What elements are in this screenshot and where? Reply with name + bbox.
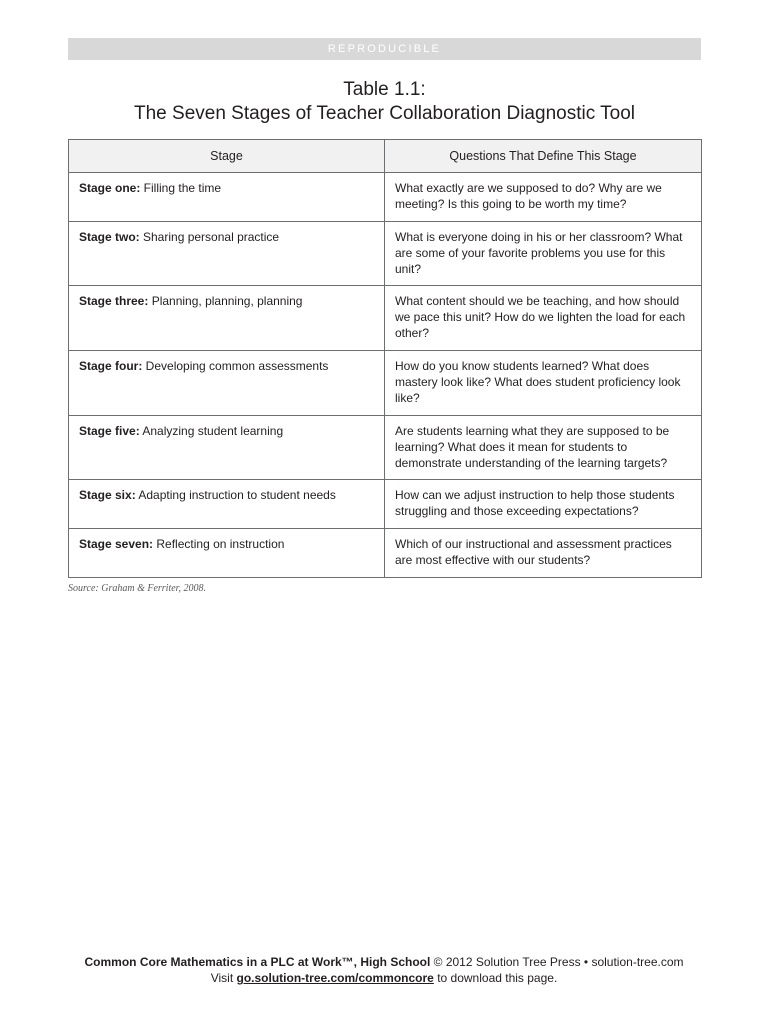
footer-line-1 [0,954,768,970]
stage-cell [69,173,385,222]
stage-label: Stage six: [79,488,136,502]
stage-cell [69,529,385,578]
source-citation: Source: Graham & Ferriter, 2008. [68,583,206,594]
stage-description: Adapting instruction to student needs [135,488,336,502]
stage-cell [69,351,385,416]
table-row [69,222,702,286]
stage-label: Stage three: [79,294,149,308]
questions-cell: How can we adjust instruction to help those students struggling and those exceeding expectations? [385,480,702,529]
page-title [68,78,701,126]
questions-cell: Which of our instructional and assessment practices are most effective with our students? [385,529,702,578]
stage-label: Stage four: [79,359,143,373]
visit-suffix: to download this page. [433,971,558,985]
diagnostic-table [68,139,702,578]
table-number: Table 1.1: [343,79,426,100]
book-title: Common Core Mathematics in a PLC at Work™, High School [84,955,431,969]
stage-cell [69,222,385,286]
stage-description: Planning, planning, planning [148,294,303,308]
questions-cell: How do you know students learned? What does mastery look like? What does student proficiency look like? [385,351,702,416]
stage-cell [69,416,385,480]
header-stage: Stage [69,140,385,173]
table-row [69,529,702,578]
page-footer [0,954,768,986]
stage-cell [69,480,385,529]
stage-description: Analyzing student learning [139,424,284,438]
questions-cell: What content should we be teaching, and how should we pace this unit? How do we lighten the load for each other? [385,286,702,351]
table-row [69,351,702,416]
stage-description: Developing common assessments [142,359,329,373]
download-link[interactable]: go.solution-tree.com/commoncore [236,971,434,985]
table-title: The Seven Stages of Teacher Collaboration Diagnostic Tool [134,103,635,124]
questions-cell: What is everyone doing in his or her classroom? What are some of your favorite problems you use for this unit? [385,222,702,286]
stage-cell [69,286,385,351]
table-row [69,173,702,222]
header-questions: Questions That Define This Stage [385,140,702,173]
stage-label: Stage five: [79,424,140,438]
visit-prefix: Visit [210,971,237,985]
table-row [69,480,702,529]
stage-description: Filling the time [140,181,222,195]
stage-label: Stage seven: [79,537,154,551]
stage-description: Reflecting on instruction [153,537,285,551]
reproducible-banner: REPRODUCIBLE [68,38,701,60]
copyright-text: © 2012 Solution Tree Press • solution-tree.com [430,955,684,969]
stage-label: Stage one: [79,181,141,195]
stage-label: Stage two: [79,230,140,244]
stage-description: Sharing personal practice [139,230,280,244]
table-row [69,416,702,480]
table-row [69,286,702,351]
questions-cell: What exactly are we supposed to do? Why are we meeting? Is this going to be worth my time? [385,173,702,222]
footer-line-2 [0,970,768,986]
questions-cell: Are students learning what they are supposed to be learning? What does it mean for students to demonstrate understanding of the learning targets? [385,416,702,480]
table-header-row [69,140,702,173]
